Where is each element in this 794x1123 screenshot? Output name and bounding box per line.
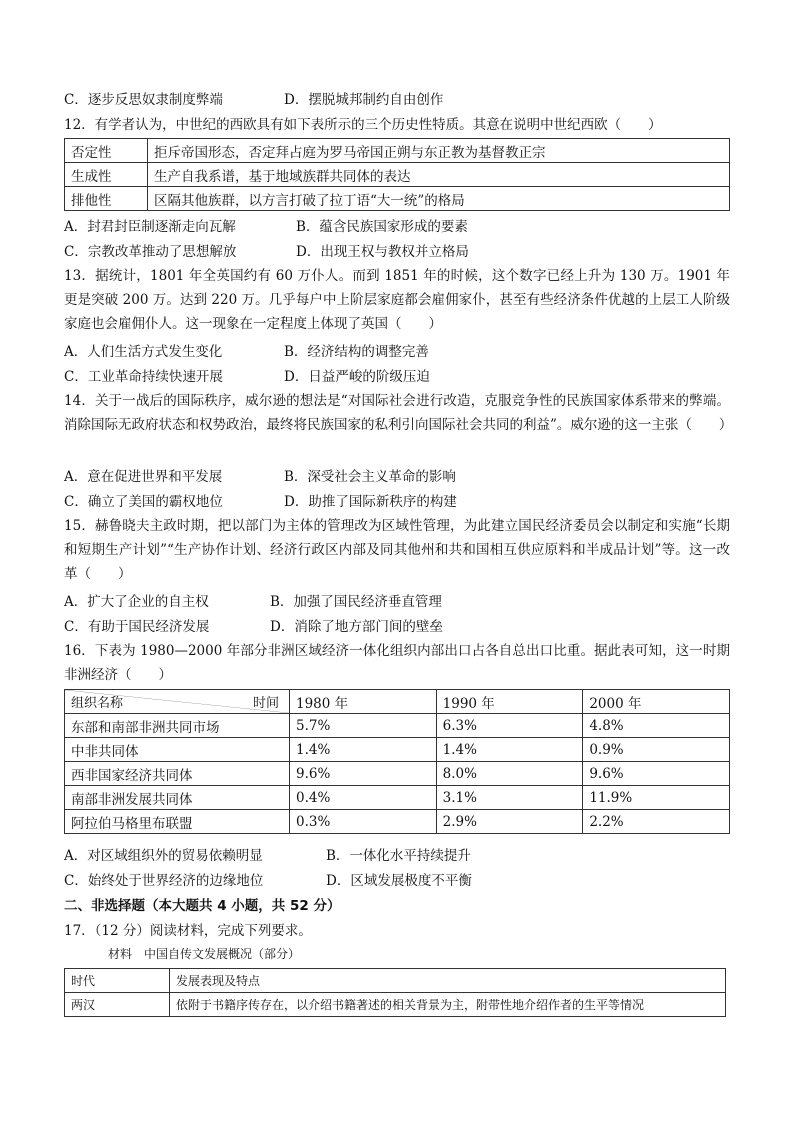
table-row: [65, 163, 730, 187]
table-cell: 6.3%: [436, 714, 583, 738]
q12-stem: 12．有学者认为，中世纪的西欧具有如下表所示的三个历史性特质。其意在说明中世纪西欧（ ）: [64, 117, 662, 133]
table-header-cell: 发展表现及特点: [170, 969, 726, 993]
q11-option-c: C．逐步反思奴隶制度弊端: [64, 92, 223, 108]
table-cell: 两汉: [65, 993, 170, 1017]
table-cell: 0.3%: [290, 810, 437, 834]
table-row: [65, 762, 730, 786]
table-cell: 1.4%: [290, 738, 437, 762]
q16-option-a: A．对区域组织外的贸易依赖明显: [64, 848, 263, 864]
table-cell: 区隔其他族群，以方言打破了拉丁语“大一统”的格局: [148, 187, 730, 211]
q15-stem: 15．赫鲁晓夫主政时期，把以部门为主体的管理改为区域性管理，为此建立国民经济委员会以制定和实施“长期和短期生产计划”“生产协作计划、经济行政区内部及同其他州和共和国相互供应原料和半成品计划”等。这一改革（ ）: [64, 518, 730, 582]
table-cell: 否定性: [65, 139, 148, 163]
q13-stem: 13．据统计，1801 年全英国约有 60 万仆人。而到 1851 年的时候，这个数字已经上升为 130 万。1901 年更是突破 200 万。达到 220 万。几乎每户中上阶层家庭都会雇佣家仆，甚至有些经济条件优越的上层工人阶级家庭也会雇佣仆人。这一现象在一定程度上体现了英国（ ）: [64, 268, 730, 332]
table-cell: 拒斥帝国形态，否定拜占庭为罗马帝国正朔与东正教为基督教正宗: [148, 139, 730, 163]
table-header-diagonal: [65, 690, 290, 714]
table-cell: 阿拉伯马格里布联盟: [65, 810, 290, 834]
table-header-cell: 2000 年: [583, 690, 730, 714]
table-row: [65, 993, 726, 1017]
q15-option-b: B．加强了国民经济垂直管理: [270, 594, 442, 610]
header-time-label: 时间: [252, 696, 279, 711]
q16-stem: 16．下表为 1980—2000 年部分非洲区域经济一体化组织内部出口占各自总出口比重。据此表可知，这一时期非洲经济（ ）: [64, 643, 730, 683]
q15-option-d: D．消除了地方部门间的壁垒: [270, 619, 443, 635]
q14-option-d: D．助推了国际新秩序的构建: [284, 494, 457, 510]
table-cell: 东部和南部非洲共同市场: [65, 714, 290, 738]
q16-table: [64, 689, 730, 834]
table-cell: 9.6%: [290, 762, 437, 786]
q12-option-d: D．出现王权与教权并立格局: [296, 244, 469, 260]
table-cell: 西非国家经济共同体: [65, 762, 290, 786]
table-cell: 1.4%: [436, 738, 583, 762]
q12-option-b: B．蕴含民族国家形成的要素: [296, 219, 468, 235]
q16-option-d: D．区域发展极度不平衡: [326, 873, 472, 889]
q16-option-b: B．一体化水平持续提升: [326, 848, 471, 864]
table-cell: 0.4%: [290, 786, 437, 810]
q14-option-c: C．确立了美国的霸权地位: [64, 494, 223, 510]
q12-table: [64, 138, 730, 211]
table-cell: 中非共同体: [65, 738, 290, 762]
table-row: [65, 786, 730, 810]
q17-material-title: 材料 中国自传文发展概况（部分）: [108, 947, 301, 961]
table-header-row: [65, 969, 726, 993]
q16-option-c: C．始终处于世界经济的边缘地位: [64, 873, 264, 889]
table-row: [65, 738, 730, 762]
table-cell: 2.2%: [583, 810, 730, 834]
table-row: [65, 187, 730, 211]
table-header-cell: 时代: [65, 969, 170, 993]
q17-table: [64, 968, 726, 1017]
table-header-cell: 1980 年: [290, 690, 437, 714]
table-cell: 南部非洲发展共同体: [65, 786, 290, 810]
q11-option-d: D．摆脱城邦制约自由创作: [284, 92, 444, 108]
table-header-row: [65, 690, 730, 714]
table-cell: 生成性: [65, 163, 148, 187]
q13-option-d: D．日益严峻的阶级压迫: [284, 369, 430, 385]
table-cell: 8.0%: [436, 762, 583, 786]
q13-option-c: C．工业革命持续快速开展: [64, 369, 223, 385]
table-row: [65, 139, 730, 163]
table-cell: 11.9%: [583, 786, 730, 810]
table-cell: 2.9%: [436, 810, 583, 834]
q14-stem: 14．关于一战后的国际秩序，威尔逊的想法是“对国际社会进行改造，克服竞争性的民族国家体系带来的弊端。消除国际无政府状态和权势政治，最终将民族国家的私利引向国际社会共同的利益”。威尔逊的这一主张（ ）: [64, 393, 733, 433]
q15-option-a: A．扩大了企业的自主权: [64, 594, 209, 610]
q15-option-c: C．有助于国民经济发展: [64, 619, 210, 635]
q12-option-c: C．宗教改革推动了思想解放: [64, 244, 237, 260]
q17-stem: 17．（12 分）阅读材料，完成下列要求。: [64, 923, 312, 939]
section-heading: 二、非选择题（本大题共 4 小题，共 52 分）: [64, 898, 341, 914]
table-header-cell: 1990 年: [436, 690, 583, 714]
table-cell: 排他性: [65, 187, 148, 211]
header-org-label: 组织名称: [71, 696, 124, 711]
table-cell: 4.8%: [583, 714, 730, 738]
table-cell: 3.1%: [436, 786, 583, 810]
q13-option-b: B．经济结构的调整完善: [284, 344, 429, 360]
q12-option-a: A．封君封臣制逐渐走向瓦解: [64, 219, 236, 235]
q14-option-b: B．深受社会主义革命的影响: [284, 469, 456, 485]
table-row: [65, 714, 730, 738]
q14-option-a: A．意在促进世界和平发展: [64, 469, 223, 485]
table-row: [65, 810, 730, 834]
table-cell: 生产自我系谱，基于地域族群共同体的表达: [148, 163, 730, 187]
table-cell: 依附于书籍序传存在，以介绍书籍著述的相关背景为主，附带性地介绍作者的生平等情况: [170, 993, 726, 1017]
table-cell: 9.6%: [583, 762, 730, 786]
table-cell: 0.9%: [583, 738, 730, 762]
q13-option-a: A．人们生活方式发生变化: [64, 344, 223, 360]
table-cell: 5.7%: [290, 714, 437, 738]
